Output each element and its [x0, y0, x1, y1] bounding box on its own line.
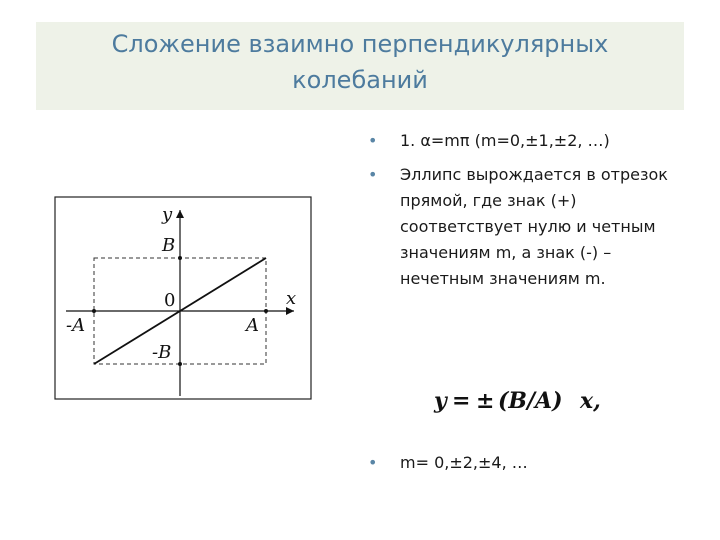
formula-var: x,: [580, 388, 601, 414]
bullet-text-3: m= 0,±2,±4, …: [400, 453, 528, 472]
label-negA: -A: [66, 315, 86, 336]
formula-svg: [430, 380, 630, 420]
tick-A: [264, 309, 268, 313]
bullet-dot-icon: •: [368, 453, 378, 472]
label-x: x: [286, 288, 297, 309]
label-y: y: [162, 204, 173, 225]
formula-lhs: y: [434, 388, 447, 414]
diagram-svg: [54, 196, 312, 400]
tick-negA: [92, 309, 96, 313]
tick-negB: [178, 362, 182, 366]
formula: [430, 380, 630, 420]
bullet-dot-icon: •: [368, 165, 378, 184]
title-line-1: Сложение взаимно перпендикулярных: [111, 30, 609, 58]
label-origin: 0: [164, 290, 176, 311]
bullet-text-2: Эллипс вырождается в отрезок прямой, где знак (+) соответствует нулю и четным значениям m, а знак (-) –нечетным значениям m.: [400, 165, 668, 288]
bullet-item-1: [368, 128, 678, 154]
label-negB: -B: [152, 342, 172, 363]
bullet-item-2: [368, 162, 678, 292]
tick-B: [178, 256, 182, 260]
bullet-list: [368, 128, 678, 292]
label-B: B: [162, 235, 176, 256]
diagram-frame: [55, 197, 311, 399]
formula-equals: =: [452, 388, 471, 414]
title-line-2: колебаний: [292, 66, 428, 94]
bullet-text-1: 1. α=mπ (m=0,±1,±2, …): [400, 131, 610, 150]
slide-title: [36, 26, 684, 98]
formula-pm: ±: [476, 388, 495, 414]
label-A: A: [246, 315, 259, 336]
oscillation-diagram: [54, 196, 312, 400]
bullet-dot-icon: •: [368, 131, 378, 150]
formula-ratio: (B/A): [498, 388, 563, 414]
bullet-item-3: [368, 450, 710, 476]
